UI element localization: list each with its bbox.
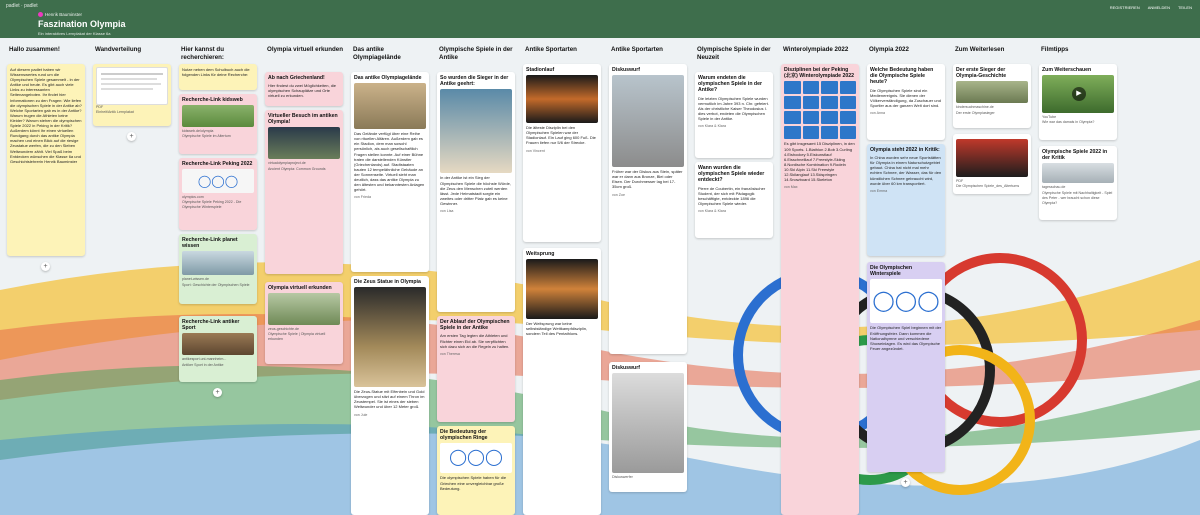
post-author: von Klara & Klara <box>698 124 726 129</box>
post-image[interactable] <box>612 75 684 167</box>
column-title: Zum Weiterlesen <box>955 46 1005 53</box>
post-card[interactable] <box>179 64 257 90</box>
post-text: Auf diesem padlet haben wir Wissenswertes rund um die Olympischen Spiele gesammelt - in der Antike und heute. Es gibt auch viele Links zu interessanten Seitenangeboten. Ihr findet hier Informationen zu den Fragen: Wie liefen die olympischen Spiele in der Antike ab? Welche Sportarten gab es in der Antike? Warum trugen die Athleten keine Kleider? Warum stehen die olympischen Spiele 2022 in Peking in der Kritik? Außerdem könnt Ihr einen virtuellen Rundgang durch das antike Olympia machen und einen Blick auf die riesige Zeustatue werfen, die zu den Sieben Weltwundern zählt. Viel Spaß beim Entdecken wünschen die Klasse 6a und Geschichtslehrerin Henrik Bauminster <box>10 67 82 164</box>
post-title: Welche Bedeutung haben die Olympische Spiele heute? <box>870 67 934 86</box>
post-card[interactable] <box>7 64 85 256</box>
link-domain[interactable]: virtualolympiaproject.de <box>268 161 306 166</box>
brand-logo[interactable]: padlet · padlet <box>6 3 38 9</box>
column-neuzeit <box>695 40 773 213</box>
add-post-button[interactable]: + <box>901 478 910 487</box>
post-title: Recherche-Link planet wissen <box>182 237 238 250</box>
post-text: Früher war der Diskus aus Stein, später war er dann aus Bronze, Blei oder Eisen. Der Durchmesser lag bei 17-35cm groß. <box>612 169 683 190</box>
file-type-label: PDF <box>96 105 104 109</box>
post-card[interactable] <box>523 64 601 242</box>
column-winter <box>781 40 859 190</box>
column-title: Olympia virtuell erkunden <box>267 46 343 53</box>
post-title: Virtueller Besuch im antiken Olympia! <box>268 113 338 126</box>
add-post-button[interactable]: + <box>127 132 136 141</box>
post-title: Warum endeten die olympischen Spiele in der Antike? <box>698 75 762 94</box>
add-post-button[interactable]: + <box>213 388 222 397</box>
link-caption: Olympische Spiele | Olympia virtuell erkunden <box>268 332 326 342</box>
post-card[interactable] <box>179 234 257 304</box>
column-title: Olympische Spiele in der Neuzeit <box>697 46 771 61</box>
link-domain[interactable]: YouTube <box>1042 115 1057 120</box>
post-title: Recherche-Link kidsweb <box>182 97 243 103</box>
column-title: Antike Sportarten <box>611 46 663 53</box>
post-author: von Emma <box>870 188 888 193</box>
sport-icon <box>784 96 801 109</box>
post-card[interactable] <box>179 94 257 154</box>
file-caption: Einheit/Antik Lernplakat <box>96 110 134 115</box>
post-card[interactable] <box>179 158 257 230</box>
column-filmtipps <box>1039 40 1117 205</box>
post-title: Das antike Olympiagelände <box>354 75 422 81</box>
post-title: Recherche-Link antiker Sport <box>182 319 240 332</box>
post-text: Pierre de Coubertin, ein französischer Student, der sich mit Pädagogik beschäftigte, entdeckte 1896 die Olympischen Spiele wieder. <box>698 185 766 206</box>
olympic-rings-icon[interactable]: ◯◯◯ <box>182 169 254 193</box>
link-domain[interactable]: planet-wissen.de <box>182 277 209 282</box>
page-title: Faszination Olympia <box>38 19 126 29</box>
column-title: Olympia 2022 <box>869 46 909 53</box>
post-card[interactable] <box>351 276 429 515</box>
file-caption: Die Olympischen Spiele_des_Altertums <box>956 184 1020 189</box>
post-image[interactable] <box>440 89 512 173</box>
author-line <box>38 12 82 17</box>
post-card[interactable] <box>695 162 773 238</box>
post-text: Nutze neben dem Schulbuch auch die folgenden Links für deine Recherche: <box>182 67 250 78</box>
post-text: Hier findest du zwei Möglichkeiten, die olympischen Schauplätze und Orte virtuell zu erkunden. <box>268 83 337 99</box>
link-caption: Sport: Geschichte der Olympischen Spiele <box>182 282 250 287</box>
post-text: Es gibt insgesamt 15 Disziplinen, in den 109 Sports. 1.Biathlon 2.Bob 3.Curling 4.Eishockey 5.Eiskunstlauf 6.Eisschnelllauf 7.Freestyle-Skiing 8.Nordische Kombination 9.Rodeln 10.Ski Alpin 11.Ski Freestyle 12.Skilanglauf 13.Skispringen 14.Snowboard 15.Skeleton <box>784 141 855 183</box>
post-card[interactable] <box>609 64 687 354</box>
link-caption: Olympische Spiele Peking 2022 - Die Olympische Winterspiele <box>182 200 242 210</box>
post-author: von Zoe <box>612 192 625 197</box>
column-title: Hier kannst du recherchieren: <box>181 46 224 61</box>
column-title: Filmtipps <box>1041 46 1069 53</box>
column-sportarten-1 <box>523 40 601 337</box>
column-title: Antike Sportarten <box>525 46 577 53</box>
post-text: Der Weitsprung war keine selbstständige Wettkampfdisziplin, sondern Teil des Pentathlons. <box>526 321 588 337</box>
page-subtitle: Ein interaktives Lernplakat der Klasse 6a <box>38 31 111 36</box>
share-button[interactable]: TEILEN <box>1177 5 1192 10</box>
post-title: Die Zeus Statue in Olympia <box>354 279 421 285</box>
padlet-header <box>0 0 1200 38</box>
link-thumbnail[interactable] <box>956 81 1028 103</box>
sport-icon <box>784 111 801 124</box>
sport-icon <box>840 81 857 94</box>
register-button[interactable]: REGISTRIEREN <box>1109 5 1140 10</box>
sport-icon <box>784 81 801 94</box>
login-button[interactable]: ANMELDEN <box>1147 5 1170 10</box>
post-text: Die Olympischen Spiele sind ein Medienereignis. Sie dienen der Völkerverständigung, da Zuschauer und Sportler aus der ganzen Welt dort sind. <box>870 87 941 108</box>
pdf-preview[interactable] <box>956 139 1028 177</box>
link-caption: Wie war das damals in Olympia? <box>1042 120 1095 125</box>
post-card[interactable] <box>93 64 171 126</box>
post-card[interactable] <box>265 110 343 274</box>
post-card[interactable] <box>867 262 945 472</box>
post-image[interactable] <box>526 259 598 319</box>
author-name: Henrik Bauminster <box>45 12 83 17</box>
column-wandverteilung <box>93 40 171 140</box>
post-text: Die letzten Olympischen Spiele wurden vermutlich im Jahre 393 n. Chr. gefeiert. Als der christliche Kaiser Theodosius I. dies verbot, endeten die Olympischen Spiele in der Antike. <box>698 95 769 121</box>
post-title: Die Bedeutung der olympischen Ringe <box>440 429 488 442</box>
post-author: von Frieda <box>354 195 371 200</box>
avatar <box>38 12 43 17</box>
discipline-icons <box>784 81 856 139</box>
post-title: Der Ablauf der Olympischen Spiele in der Antike <box>440 319 510 332</box>
post-title: Ab nach Griechenland! <box>268 75 325 81</box>
column-title: Olympische Spiele in der Antike <box>439 46 513 61</box>
post-image[interactable] <box>526 75 598 123</box>
post-card[interactable] <box>351 72 429 272</box>
post-text: Die älteste Disziplin bei den Olympischen Spielen war der Stadionlauf. Ein Lauf ging 600 Fuß. Die Frauen liefen nur 5/6 der Strecke. <box>526 125 596 146</box>
post-card[interactable] <box>867 144 945 256</box>
link-thumbnail[interactable] <box>182 105 254 127</box>
column-virtuell <box>265 40 343 342</box>
pdf-preview[interactable] <box>96 67 168 105</box>
post-card[interactable] <box>523 248 601 515</box>
post-text: Die Zeus-Statue mit Elfenbein und Gold überzogen und sitzt auf einem Thron im Zeustempel. Sie ist eines der sieben Weltwunder und über 12 Meter groß. <box>354 389 425 410</box>
post-image[interactable] <box>354 287 426 387</box>
post-author: von Lisa <box>440 208 454 213</box>
sport-icon <box>821 126 838 139</box>
column-gelaende <box>351 40 429 417</box>
link-thumbnail[interactable] <box>268 127 340 159</box>
post-title: Olympia steht 2022 in Kritik: <box>870 147 940 153</box>
column-title: Wandverteilung <box>95 46 142 53</box>
link-thumbnail[interactable] <box>268 293 340 325</box>
post-text: Die olympischen Spiele haben für die Griechen eine unvergleichbar große Bedeutung. <box>440 475 507 491</box>
sport-icon <box>821 96 838 109</box>
post-image[interactable] <box>354 83 426 129</box>
sport-icon <box>803 96 820 109</box>
post-card[interactable] <box>437 72 515 312</box>
column-title: Hallo zusammen! <box>9 46 60 53</box>
post-card[interactable] <box>437 316 515 422</box>
post-text: Die Olympischen Spiel beginnen mit der Eröffnungsfeier. Dann kommen die Nationalhymne und verschiedene Showeinlagen. Es wird das Olympische Feuer angezündet. <box>870 325 942 351</box>
link-domain[interactable]: zeus-geschichte.de <box>268 327 299 332</box>
link-domain[interactable]: tagesschau.de <box>1042 185 1066 190</box>
post-card[interactable] <box>437 426 515 515</box>
column-weiterlesen <box>953 40 1031 189</box>
sport-icon <box>840 126 857 139</box>
column-title: Winterolympiade 2022 <box>783 46 849 53</box>
post-card[interactable] <box>265 282 343 364</box>
post-title: Zum Weiterschauen <box>1042 67 1092 73</box>
column-antike <box>437 40 515 491</box>
sport-icon <box>840 96 857 109</box>
file-type-label: PDF <box>956 179 964 183</box>
post-card[interactable] <box>953 134 1031 194</box>
column-olympia-2022 <box>867 40 945 486</box>
post-author: von Jule <box>354 412 368 417</box>
post-text: Am ersten Tag legten die Athleten und Richter einen Eid ab. Sie verpflichten sich dazu sich an die Regeln zu halten. <box>440 333 510 349</box>
header-actions <box>1110 5 1192 10</box>
post-card[interactable] <box>781 64 859 515</box>
link-domain[interactable]: olympics.com <box>182 195 204 200</box>
post-text: Das Gelände verfügt über eine Reihe von rituellen Altären. Außerdem gab es ein Stadion, dem man sowohl persönlich, als auch gesellschaftlich Fragen stellen konnte. Auf einer Bühne traten die darstellenden Künstler (Griechenlands) auf. Stadtstaaten bauten 12 tempelähnliche Gebäude an der Sonnenseite. Virtuell sieht man deutlich, dass das antike Olympia zu den ältesten und bekanntesten Anlagen gehört. <box>354 131 425 193</box>
link-thumbnail[interactable] <box>1042 163 1114 183</box>
column-title: Das antike Olympiagelände <box>353 46 401 61</box>
sport-icon <box>821 111 838 124</box>
sport-icon <box>784 126 801 139</box>
link-thumbnail[interactable] <box>182 333 254 355</box>
post-text: In China wurden sehr neue Sportstätten für Olympia in einem Naturschutzgebiet gebaut. China hat nicht mal mehr echten Schnee, der Wasser, das für den künstlichen Schnee gebraucht wird, wurde über 60 km transportiert. <box>870 155 942 186</box>
post-author: von Anna <box>870 110 885 115</box>
video-thumbnail[interactable] <box>1042 75 1114 113</box>
olympic-rings-icon: ◯◯◯ <box>440 443 512 473</box>
link-caption: Olympische Spiele im Altertum <box>182 134 231 139</box>
post-card[interactable] <box>179 316 257 382</box>
post-title: Diskuswurf <box>612 67 640 73</box>
link-caption: Olympische Spiele mit Nachhaltigkeit - Spiel des Peter - wer braucht schon diese Olympia? <box>1042 190 1113 205</box>
post-card[interactable] <box>1039 64 1117 140</box>
post-author: von Theresa <box>440 351 460 356</box>
image-caption: Diskuswerfer <box>612 475 633 480</box>
post-title: Olympia virtuell erkunden <box>268 285 332 291</box>
post-card[interactable] <box>265 72 343 106</box>
post-title: Diskuswurf <box>612 365 640 371</box>
link-caption: Ancient Olympia: Common Grounds <box>268 166 326 171</box>
post-image[interactable] <box>612 373 684 473</box>
post-title: Der erste Sieger der Olympia-Geschichte <box>956 67 1007 80</box>
board-columns <box>0 40 1200 515</box>
sport-icon <box>803 111 820 124</box>
link-thumbnail[interactable] <box>182 251 254 275</box>
post-card[interactable] <box>1039 146 1117 220</box>
link-caption: Antiker Sport in der Antike <box>182 362 224 367</box>
post-title: So wurden die Sieger in der Antike geehrt: <box>440 75 509 88</box>
sport-icon <box>803 81 820 94</box>
link-domain[interactable]: kidsweb.de/olympia <box>182 129 214 134</box>
post-author: von Vincent <box>526 148 545 153</box>
sport-icon <box>803 126 820 139</box>
sport-icon <box>821 81 838 94</box>
post-card[interactable] <box>695 72 773 158</box>
post-title: Recherche-Link Peking 2022 <box>182 161 253 167</box>
post-title: Disziplinen bei der Peking (北京) Winterolympiade 2022 <box>784 67 855 80</box>
post-author: von Klara & Klara <box>698 208 726 213</box>
post-title: Olympische Spiele 2022 in der Kritik <box>1042 149 1108 162</box>
post-author: von Max <box>784 185 798 190</box>
post-card[interactable] <box>953 64 1031 128</box>
link-domain[interactable]: kindersuchmaschine.de <box>956 105 994 110</box>
post-title: Weitsprung <box>526 251 555 257</box>
post-card[interactable] <box>867 64 945 140</box>
play-icon[interactable]: ▶ <box>1072 87 1086 101</box>
post-title: Wann wurden die olympischen Spiele wieder entdeckt? <box>698 165 765 184</box>
link-domain[interactable]: antikesport.uni-mannheim... <box>182 357 227 362</box>
column-sportarten-2 <box>609 40 687 480</box>
post-text: In der Antike ist ein Sieg der Olympischen Spiele die höchste Würde, die Zeus den Menschen zuteil werden lässt. Jede Heimatstadt sorgte ein zweites oder dritter Platz gab es keine Gewinner. <box>440 175 511 206</box>
olympic-rings-icon: ◯◯◯ <box>870 279 942 323</box>
sport-icon <box>840 111 857 124</box>
post-title: Stadionlauf <box>526 67 555 73</box>
post-card[interactable] <box>609 362 687 492</box>
column-recherche <box>179 40 257 396</box>
link-caption: Der erste Olympiasieger <box>956 110 995 115</box>
add-post-button[interactable]: + <box>41 262 50 271</box>
post-title: Die Olympischen Winterspiele <box>870 265 913 278</box>
column-hallo <box>7 40 85 270</box>
